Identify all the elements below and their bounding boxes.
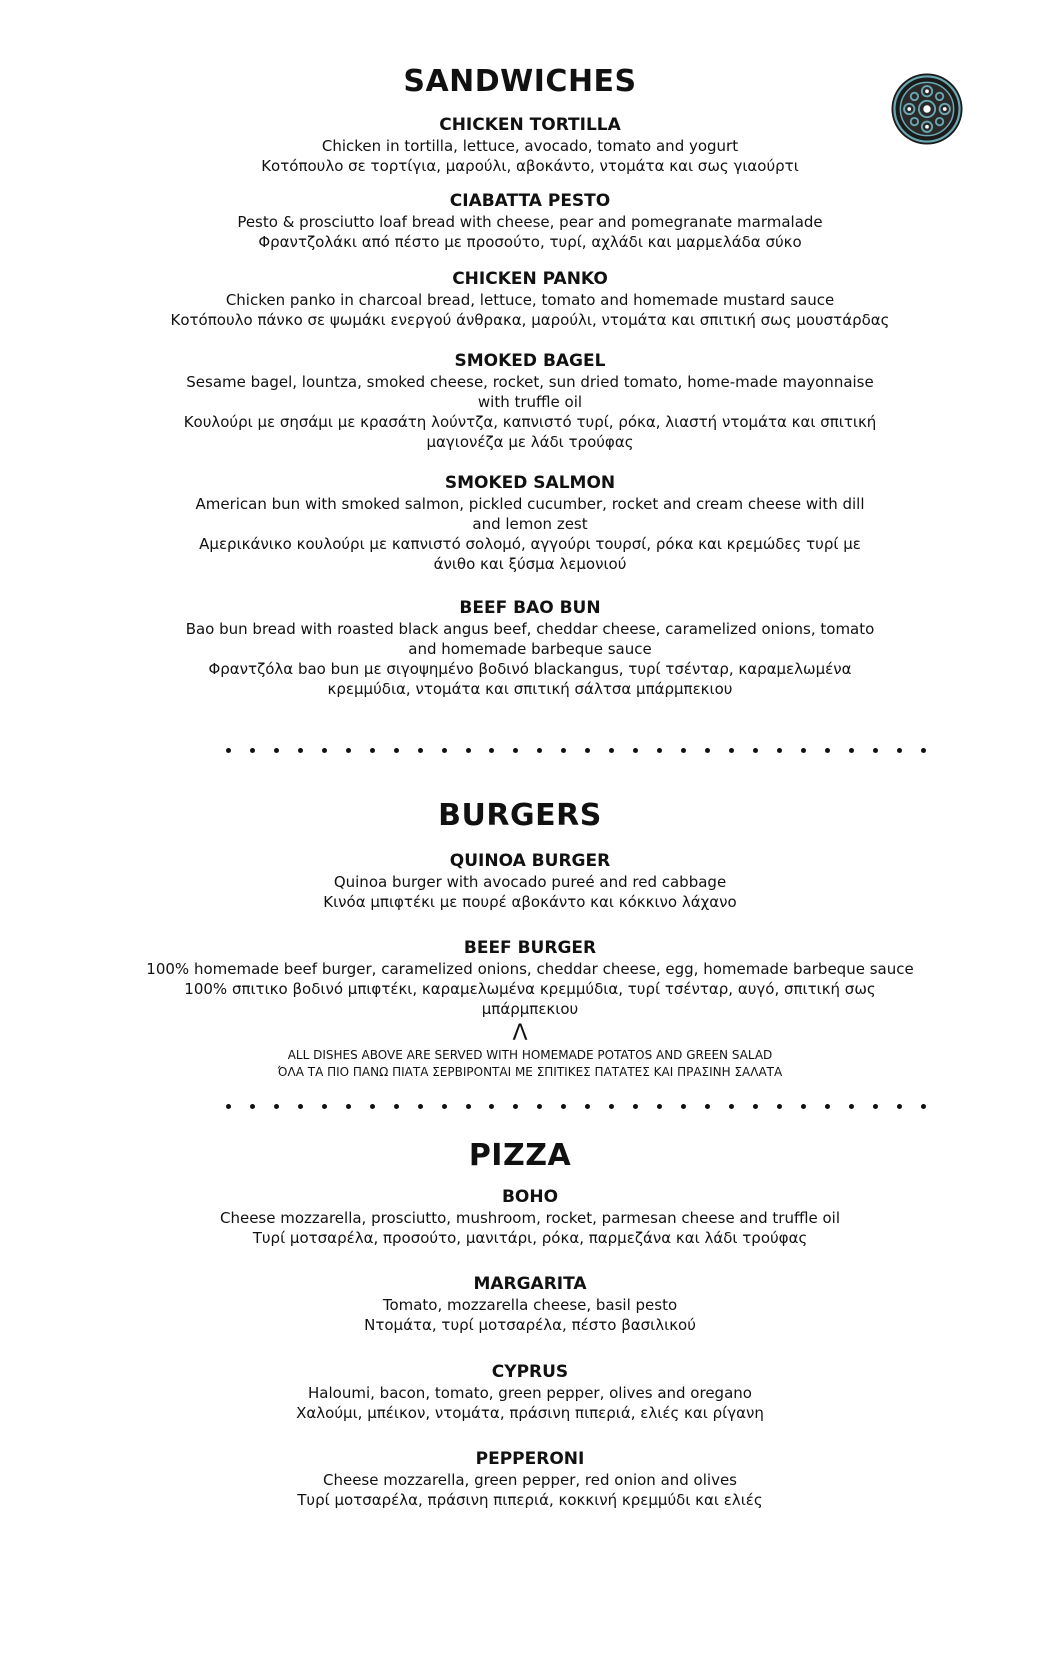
item-name: CHICKEN TORTILLA	[439, 115, 621, 135]
divider-dot	[298, 1104, 303, 1109]
divider-dot	[705, 748, 710, 753]
menu-item	[180, 472, 880, 574]
dotted-divider	[226, 1102, 926, 1110]
divider-dot	[513, 748, 518, 753]
divider-dot	[657, 748, 662, 753]
item-name: SMOKED BAGEL	[454, 351, 606, 371]
divider-dot	[322, 748, 327, 753]
item-description-en: 100% homemade beef burger, caramelized onions, cheddar cheese, egg, homemade barbeque sauce	[146, 960, 914, 978]
divider-dot	[442, 748, 447, 753]
item-name: BEEF BAO BUN	[459, 598, 601, 618]
item-description-en: Chicken panko in charcoal bread, lettuce, tomato and homemade mustard sauce	[225, 291, 835, 309]
item-description-el: Τυρί μοτσαρέλα, προσούτο, μανιτάρι, ρόκα, παρμεζάνα και λάδι τρούφας	[252, 1229, 808, 1247]
divider-dot	[585, 1104, 590, 1109]
item-description-en: American bun with smoked salmon, pickled cucumber, rocket and cream cheese with dill and lemon zest	[195, 495, 865, 533]
item-description-el: Χαλούμι, μπέικον, ντομάτα, πράσινη πιπεριά, ελιές και ρίγανη	[296, 1404, 764, 1422]
item-description-el: Τυρί μοτσαρέλα, πράσινη πιπεριά, κοκκινή κρεμμύδι και ελιές	[297, 1491, 763, 1509]
divider-dot	[537, 748, 542, 753]
item-description-el: Κινόα μπιφτέκι με πουρέ αβοκάντο και κόκκινο λάχανο	[323, 893, 737, 911]
item-name: CIABATTA PESTO	[449, 191, 611, 211]
item-description-el: Κοτόπουλο πάνκο σε ψωμάκι ενεργού άνθρακα, μαρούλι, ντομάτα και σπιτική σως μουστάρδας	[170, 311, 890, 329]
divider-dot	[825, 1104, 830, 1109]
divider-dot	[633, 1104, 638, 1109]
menu-item	[150, 268, 910, 330]
divider-dot	[250, 1104, 255, 1109]
divider-dot	[489, 748, 494, 753]
item-description-el: Ντομάτα, τυρί μοτσαρέλα, πέστο βασιλικού	[364, 1316, 696, 1334]
menu-item	[180, 350, 880, 452]
divider-dot	[274, 748, 279, 753]
divider-dot	[585, 748, 590, 753]
item-name: CYPRUS	[491, 1362, 569, 1382]
item-description-en: Cheese mozzarella, green pepper, red onion and olives	[322, 1471, 737, 1489]
divider-dot	[729, 748, 734, 753]
divider-dot	[609, 1104, 614, 1109]
divider-dot	[681, 748, 686, 753]
divider-dot	[226, 748, 231, 753]
item-name: BOHO	[501, 1187, 559, 1207]
divider-dot	[897, 1104, 902, 1109]
dotted-divider	[226, 746, 926, 754]
note-en: ALL DISHES ABOVE ARE SERVED WITH HOMEMADE POTATOS AND GREEN SALAD	[287, 1048, 773, 1062]
divider-dot	[801, 1104, 806, 1109]
item-description-el: Αμερικάνικο κουλούρι με καπνιστό σολομό, αγγούρι τουρσί, ρόκα και κρεμώδες τυρί με άνιθο και ξύσμα λεμονιού	[199, 535, 861, 573]
item-description-en: Sesame bagel, lountza, smoked cheese, rocket, sun dried tomato, home-made mayonnaise with truffle oil	[186, 373, 874, 411]
item-description-en: Pesto & prosciutto loaf bread with cheese, pear and pomegranate marmalade	[237, 213, 823, 231]
item-name: QUINOA BURGER	[449, 851, 611, 871]
divider-dot	[921, 1104, 926, 1109]
divider-dot	[633, 748, 638, 753]
divider-dot	[537, 1104, 542, 1109]
menu-item	[180, 1448, 880, 1510]
divider-dot	[561, 1104, 566, 1109]
divider-dot	[681, 1104, 686, 1109]
divider-dot	[466, 1104, 471, 1109]
divider-dot	[801, 748, 806, 753]
divider-dot	[849, 1104, 854, 1109]
divider-dot	[370, 1104, 375, 1109]
divider-dot	[825, 748, 830, 753]
menu-item	[180, 1186, 880, 1248]
menu-item	[180, 190, 880, 252]
divider-dot	[777, 748, 782, 753]
item-description-el: Φραντζόλα bao bun με σιγοψημένο βοδινό blackangus, τυρί τσένταρ, καραμελωμένα κρεμμύδια, ντομάτα και σπιτική σάλτσα μπάρμπεκιου	[208, 660, 852, 698]
item-name: PEPPERONI	[475, 1449, 585, 1469]
menu-item	[180, 597, 880, 699]
item-name: CHICKEN PANKO	[452, 269, 608, 289]
item-description-el: Φραντζολάκι από πέστο με προσούτο, τυρί, αχλάδι και μαρμελάδα σύκο	[258, 233, 802, 251]
divider-dot	[849, 748, 854, 753]
section-title-burgers: BURGERS	[438, 798, 602, 833]
divider-dot	[873, 748, 878, 753]
divider-dot	[250, 748, 255, 753]
divider-dot	[418, 1104, 423, 1109]
item-name: BEEF BURGER	[463, 938, 597, 958]
item-description-el: 100% σπιτικο βοδινό μπιφτέκι, καραμελωμένα κρεμμύδια, τυρί τσένταρ, αυγό, σπιτική σως μπάρμπεκιου	[184, 980, 876, 1018]
divider-dot	[561, 748, 566, 753]
divider-dot	[346, 748, 351, 753]
item-name: SMOKED SALMON	[444, 473, 616, 493]
divider-dot	[298, 748, 303, 753]
item-description-en: Quinoa burger with avocado pureé and red cabbage	[333, 873, 727, 891]
divider-dot	[370, 748, 375, 753]
divider-dot	[921, 748, 926, 753]
divider-dot	[346, 1104, 351, 1109]
divider-dot	[657, 1104, 662, 1109]
divider-dot	[466, 748, 471, 753]
divider-dot	[489, 1104, 494, 1109]
divider-dot	[322, 1104, 327, 1109]
item-description-en: Chicken in tortilla, lettuce, avocado, tomato and yogurt	[321, 137, 739, 155]
menu-item	[180, 1361, 880, 1423]
divider-dot	[609, 748, 614, 753]
item-description-el: Κουλούρι με σησάμι με κρασάτη λούντζα, καπνιστό τυρί, ρόκα, λιαστή ντομάτα και σπιτική μαγιονέζα με λάδι τρούφας	[183, 413, 877, 451]
menu-item	[180, 1273, 880, 1335]
divider-dot	[442, 1104, 447, 1109]
divider-dot	[705, 1104, 710, 1109]
divider-dot	[394, 1104, 399, 1109]
divider-dot	[513, 1104, 518, 1109]
divider-dot	[777, 1104, 782, 1109]
item-name: MARGARITA	[473, 1274, 587, 1294]
divider-dot	[753, 1104, 758, 1109]
divider-dot	[394, 748, 399, 753]
divider-dot	[274, 1104, 279, 1109]
served-with-note	[150, 1047, 910, 1081]
note-el: ΌΛΑ ΤΑ ΠΙΟ ΠΑΝΩ ΠΙΑΤΑ ΣΕΡΒΙΡΟΝΤΑΙ ΜΕ ΣΠΙΤΙΚΕΣ ΠΑΤΑΤΕΣ ΚΑΙ ΠΡΑΣΙΝΗ ΣΑΛΑΤΑ	[277, 1065, 783, 1079]
caret-mark: Λ	[512, 1021, 528, 1046]
item-description-en: Haloumi, bacon, tomato, green pepper, olives and oregano	[308, 1384, 752, 1402]
divider-dot	[753, 748, 758, 753]
item-description-en: Cheese mozzarella, prosciutto, mushroom, rocket, parmesan cheese and truffle oil	[219, 1209, 840, 1227]
item-description-en: Tomato, mozzarella cheese, basil pesto	[382, 1296, 678, 1314]
item-description-en: Bao bun bread with roasted black angus beef, cheddar cheese, caramelized onions, tomato and homemade barbeque sauce	[185, 620, 875, 658]
menu-item	[180, 114, 880, 176]
divider-dot	[873, 1104, 878, 1109]
divider-dot	[226, 1104, 231, 1109]
divider-dot	[897, 748, 902, 753]
divider-dot	[418, 748, 423, 753]
section-title-sandwiches: SANDWICHES	[403, 64, 637, 99]
menu-item	[180, 850, 880, 912]
section-title-pizza: PIZZA	[468, 1138, 572, 1173]
item-description-el: Κοτόπουλο σε τορτίγια, μαρούλι, αβοκάντο, ντομάτα και σως γιαούρτι	[261, 157, 799, 175]
divider-dot	[729, 1104, 734, 1109]
menu-item	[140, 937, 920, 1019]
